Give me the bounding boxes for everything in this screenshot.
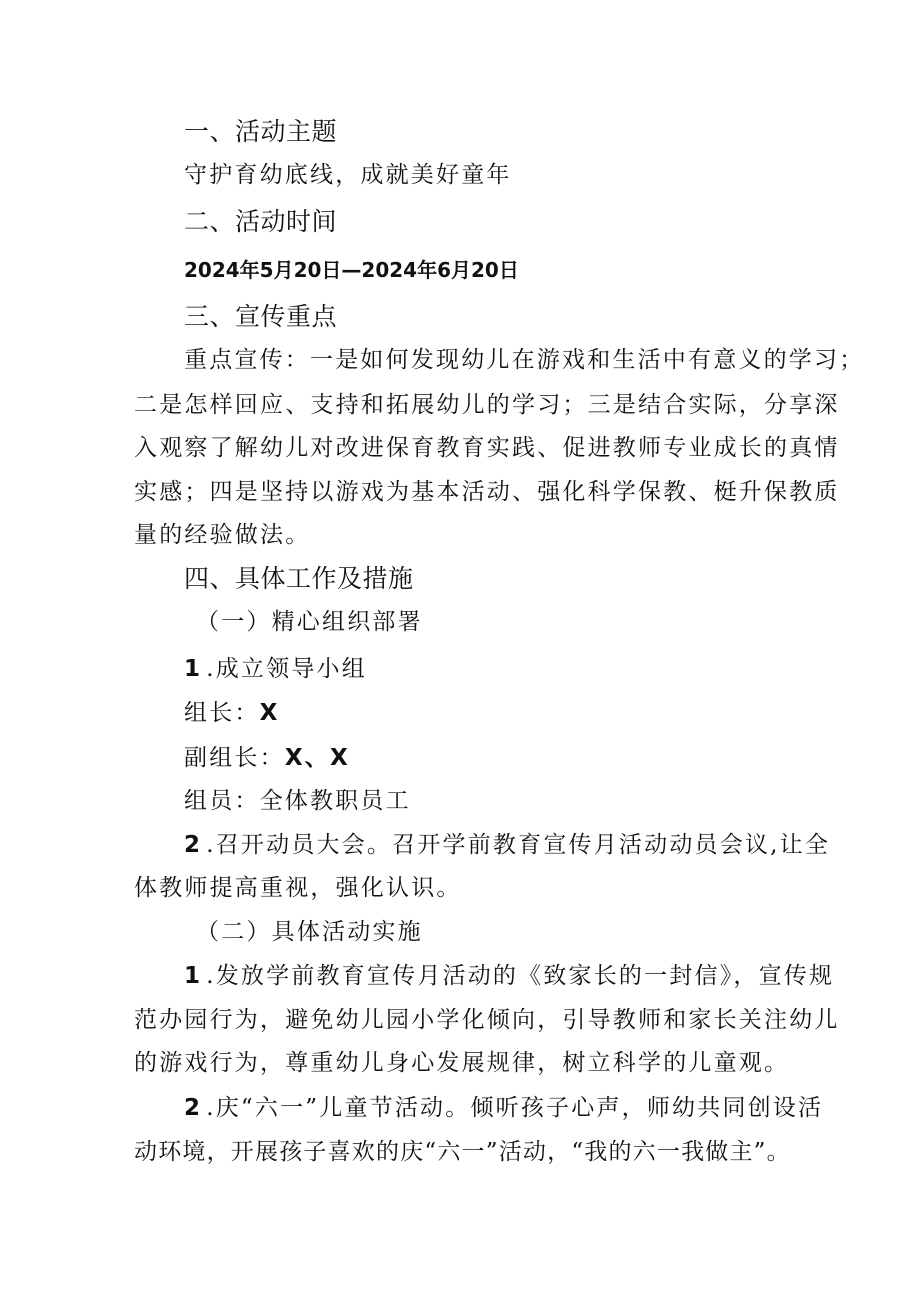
item-mobilization-line — [184, 830, 831, 860]
item-number: 2 — [184, 1095, 203, 1121]
item-text: .成立领导小组 — [206, 656, 367, 682]
item-text: .发放学前教育宣传月活动的《致家长的一封信》，宣传规 — [206, 963, 835, 989]
section-heading-time: 二、活动时间 — [184, 207, 338, 236]
section-heading-measures: 四、具体工作及措施 — [184, 564, 414, 593]
leader-value: X — [259, 700, 280, 726]
deputy-value: X、X — [284, 745, 350, 771]
activity-childrens-day-line — [184, 1093, 824, 1123]
leader-label: 组长： — [184, 700, 260, 726]
activity-date: 2024年5月20日—2024年6月20日 — [184, 258, 519, 282]
focus-paragraph-line: 二是怎样回应、支持和拓展幼儿的学习；三是结合实际，分享深 — [134, 392, 840, 418]
focus-paragraph-line: 量的经验做法。 — [134, 522, 311, 548]
activity-childrens-day-line: 动环境，开展孩子喜欢的庆“六一”活动，“我的六一我做主”。 — [134, 1139, 791, 1165]
deputy-leader-row — [184, 743, 350, 773]
member-value: 全体教职员工 — [259, 788, 411, 814]
activity-letter-line — [184, 961, 835, 991]
theme-text: 守护育幼底线，成就美好童年 — [184, 162, 512, 188]
item-leadership-group — [184, 654, 367, 684]
focus-paragraph-line: 实感；四是坚持以游戏为基本活动、强化科学保教、梃升保教质 — [134, 479, 840, 505]
subsection-heading-implementation: （二）具体活动实施 — [196, 919, 423, 945]
subsection-heading-organize: （一）精心组织部署 — [196, 609, 423, 635]
member-row — [184, 786, 411, 816]
activity-letter-line: 的游戏行为，尊重幼儿身心发展规律，树立科学的儿童观。 — [134, 1050, 790, 1076]
item-number: 1 — [184, 656, 203, 682]
member-label: 组员： — [184, 788, 260, 814]
item-number: 2 — [184, 832, 203, 858]
section-heading-theme: 一、活动主题 — [184, 117, 338, 146]
deputy-label: 副组长： — [184, 745, 285, 771]
activity-letter-line: 范办园行为，避免幼儿园小学化倾向，引导教师和家长关注幼儿 — [134, 1007, 840, 1033]
item-text: .召开动员大会。召开学前教育宣传月活动动员会议,让全 — [206, 832, 831, 858]
focus-paragraph-line: 入观察了解幼儿对改进保育教育实践、促进教师专业成长的真情 — [134, 435, 840, 461]
item-text: .庆“六一”儿童节活动。倾听孩子心声，师幼共同创设活 — [206, 1095, 824, 1121]
leader-row — [184, 698, 280, 728]
focus-paragraph-line: 重点宣传：一是如何发现幼儿在游戏和生活中有意义的学习； — [184, 347, 865, 373]
section-heading-focus: 三、宣传重点 — [184, 302, 338, 331]
item-mobilization-line: 体教师提高重视，强化认识。 — [134, 875, 462, 901]
item-number: 1 — [184, 963, 203, 989]
